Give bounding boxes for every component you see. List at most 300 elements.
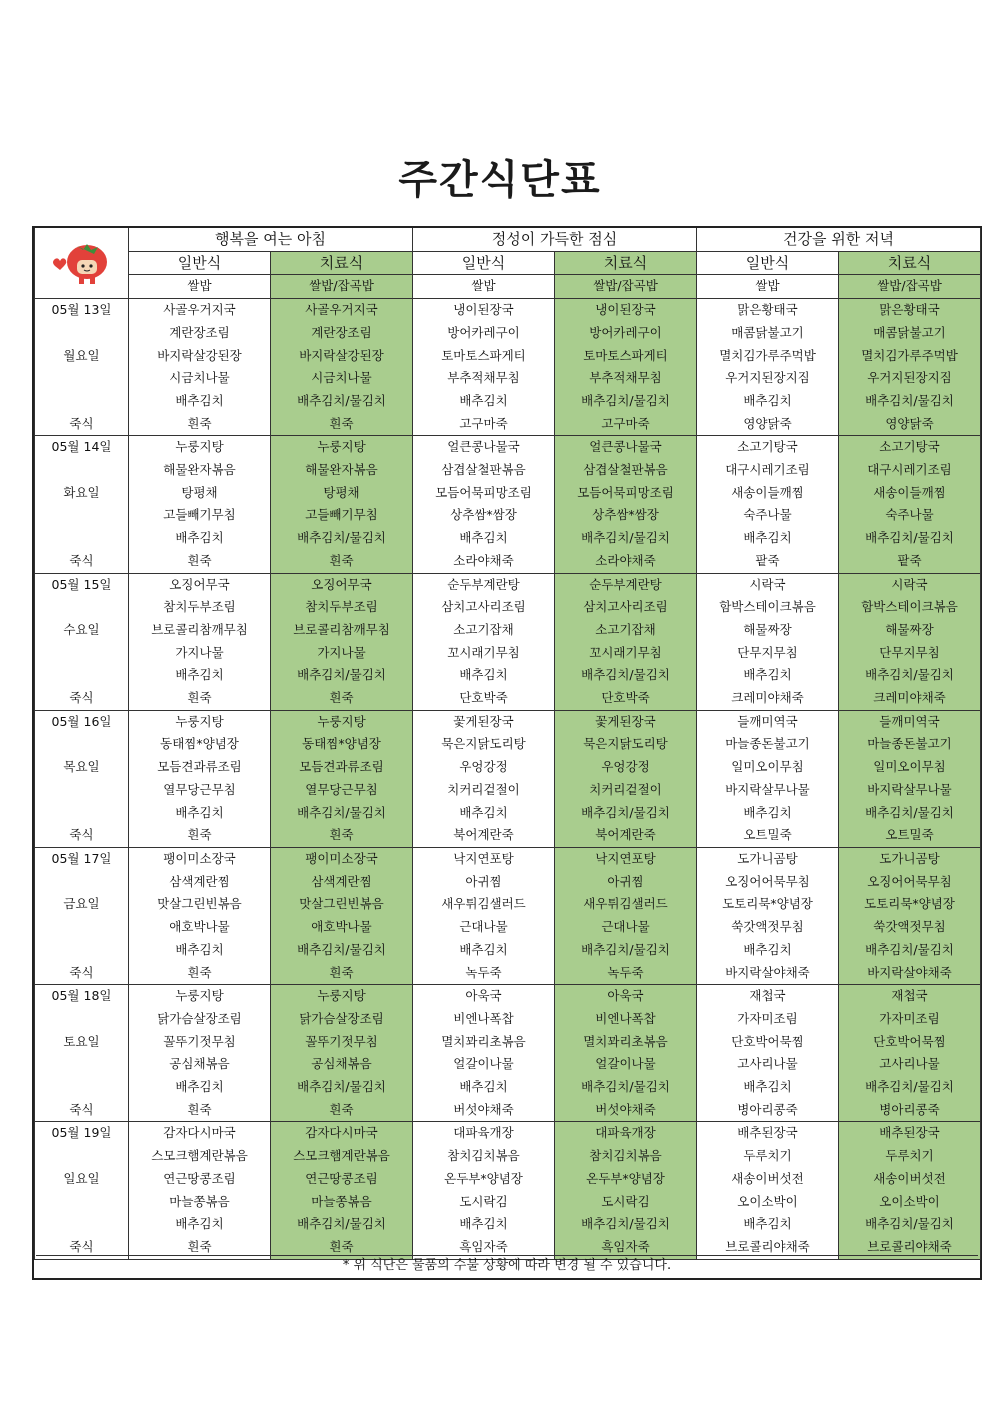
porridge-label: 죽식 <box>35 413 129 436</box>
menu-item: 우엉강정 <box>555 756 697 779</box>
table-row <box>35 299 981 322</box>
menu-item: 새우튀김샐러드 <box>413 893 555 916</box>
day-label-blank <box>35 1191 129 1214</box>
menu-item: 숙주나물 <box>839 504 981 527</box>
menu-item: 멸치꽈리초볶음 <box>555 1031 697 1054</box>
menu-item: 꽃게된장국 <box>555 710 697 733</box>
menu-item: 흰죽 <box>271 1099 413 1122</box>
day-weekday: 수요일 <box>35 619 129 642</box>
menu-item: 아욱국 <box>413 985 555 1008</box>
menu-item: 누룽지탕 <box>129 436 271 459</box>
menu-item: 바지락살강된장 <box>271 345 413 368</box>
table-row <box>35 871 981 894</box>
menu-item: 새송이버섯전 <box>839 1168 981 1191</box>
menu-item: 도가니곰탕 <box>697 847 839 870</box>
menu-item: 시락국 <box>839 573 981 596</box>
menu-item: 도토리묵*양념장 <box>697 893 839 916</box>
menu-item: 치커리겉절이 <box>555 779 697 802</box>
menu-item: 삼색계란찜 <box>129 871 271 894</box>
menu-item: 흑임자죽 <box>555 1236 697 1259</box>
menu-item: 배추김치/물김치 <box>271 527 413 550</box>
table-row <box>35 1099 981 1122</box>
table-row <box>35 1191 981 1214</box>
menu-item: 흰죽 <box>129 413 271 436</box>
menu-item: 스모크햄계란볶음 <box>271 1145 413 1168</box>
table-row <box>35 596 981 619</box>
day-weekday: 화요일 <box>35 482 129 505</box>
table-row <box>35 390 981 413</box>
menu-item: 브로콜리야채죽 <box>697 1236 839 1259</box>
menu-item: 배추김치/물김치 <box>271 1076 413 1099</box>
menu-item: 단호박어묵찜 <box>697 1031 839 1054</box>
rice-cell: 쌀밥/잡곡밥 <box>271 275 413 299</box>
menu-item: 대파육개장 <box>413 1122 555 1145</box>
menu-item: 함박스테이크볶음 <box>697 596 839 619</box>
menu-item: 멸치김가루주먹밥 <box>839 345 981 368</box>
menu-item: 동태찜*양념장 <box>129 733 271 756</box>
menu-item: 크레미야채죽 <box>839 687 981 710</box>
day-date: 05월 18일 <box>35 985 129 1008</box>
day-label-blank <box>35 390 129 413</box>
menu-item: 공심채볶음 <box>271 1053 413 1076</box>
menu-item: 배추김치 <box>413 1213 555 1236</box>
menu-item: 닭가슴살장조림 <box>129 1008 271 1031</box>
menu-item: 모듬어묵피망조림 <box>413 482 555 505</box>
menu-item: 멸치꽈리초볶음 <box>413 1031 555 1054</box>
menu-item: 열무당근무침 <box>271 779 413 802</box>
porridge-label: 죽식 <box>35 1099 129 1122</box>
menu-item: 흰죽 <box>129 550 271 573</box>
menu-item: 배추김치/물김치 <box>271 390 413 413</box>
menu-item: 모듬어묵피망조림 <box>555 482 697 505</box>
table-row <box>35 1031 981 1054</box>
menu-item: 맑은황태국 <box>697 299 839 322</box>
type-header: 치료식 <box>271 251 413 275</box>
table-row <box>35 619 981 642</box>
menu-item: 얼갈이나물 <box>413 1053 555 1076</box>
menu-item: 고사리나물 <box>697 1053 839 1076</box>
menu-item: 계란장조림 <box>271 322 413 345</box>
meal-header-breakfast: 행복을 여는 아침 <box>129 228 413 251</box>
menu-item: 새송이들깨찜 <box>839 482 981 505</box>
menu-item: 두루치기 <box>839 1145 981 1168</box>
menu-item: 흰죽 <box>129 1099 271 1122</box>
menu-item: 배추김치 <box>697 939 839 962</box>
day-label-blank <box>35 779 129 802</box>
menu-item: 들깨미역국 <box>697 710 839 733</box>
day-label-blank <box>35 733 129 756</box>
day-label-blank <box>35 939 129 962</box>
menu-item: 낙지연포탕 <box>413 847 555 870</box>
menu-item: 소고기잡채 <box>413 619 555 642</box>
porridge-label: 죽식 <box>35 550 129 573</box>
day-date: 05월 19일 <box>35 1122 129 1145</box>
menu-item: 도시락김 <box>555 1191 697 1214</box>
menu-item: 사골우거지국 <box>271 299 413 322</box>
menu-item: 바지락살야채죽 <box>697 962 839 985</box>
table-row <box>35 779 981 802</box>
menu-item: 녹두죽 <box>555 962 697 985</box>
table-row <box>35 1213 981 1236</box>
menu-item: 해물짜장 <box>697 619 839 642</box>
day-label-blank <box>35 916 129 939</box>
menu-item: 스모크햄계란볶음 <box>129 1145 271 1168</box>
menu-item: 일미오이무침 <box>697 756 839 779</box>
menu-item: 마늘종돈불고기 <box>839 733 981 756</box>
menu-item: 북어계란죽 <box>555 824 697 847</box>
menu-item: 냉이된장국 <box>413 299 555 322</box>
menu-item: 배추김치/물김치 <box>839 802 981 825</box>
day-date: 05월 15일 <box>35 573 129 596</box>
menu-item: 배추김치/물김치 <box>271 1213 413 1236</box>
table-row <box>35 573 981 596</box>
menu-item: 탕평채 <box>271 482 413 505</box>
day-label-blank <box>35 1213 129 1236</box>
day-label-blank <box>35 1145 129 1168</box>
menu-item: 맛살그린빈볶음 <box>271 893 413 916</box>
menu-item: 배추김치 <box>129 939 271 962</box>
day-label-blank <box>35 596 129 619</box>
menu-item: 얼큰콩나물국 <box>555 436 697 459</box>
menu-item: 순두부계란탕 <box>555 573 697 596</box>
menu-item: 오트밀죽 <box>839 824 981 847</box>
menu-item: 쑥갓액젓무침 <box>839 916 981 939</box>
table-row <box>35 367 981 390</box>
table-row <box>35 322 981 345</box>
menu-item: 삼치고사리조림 <box>555 596 697 619</box>
day-label-blank <box>35 459 129 482</box>
menu-item: 배추김치 <box>697 390 839 413</box>
menu-item: 꽃게된장국 <box>413 710 555 733</box>
menu-item: 흰죽 <box>129 687 271 710</box>
menu-item: 병아리콩죽 <box>839 1099 981 1122</box>
menu-item: 가지나물 <box>271 642 413 665</box>
menu-item: 우거지된장지짐 <box>839 367 981 390</box>
menu-item: 새송이버섯전 <box>697 1168 839 1191</box>
table-row <box>35 527 981 550</box>
menu-item: 꼬시래기무침 <box>413 642 555 665</box>
menu-item: 고구마죽 <box>413 413 555 436</box>
day-weekday: 일요일 <box>35 1168 129 1191</box>
menu-item: 도토리묵*양념장 <box>839 893 981 916</box>
menu-item: 대파육개장 <box>555 1122 697 1145</box>
menu-item: 냉이된장국 <box>555 299 697 322</box>
menu-item: 마늘종돈불고기 <box>697 733 839 756</box>
menu-item: 고사리나물 <box>839 1053 981 1076</box>
type-header: 일반식 <box>413 251 555 275</box>
menu-item: 도가니곰탕 <box>839 847 981 870</box>
menu-item: 우거지된장지짐 <box>697 367 839 390</box>
menu-item: 팽이미소장국 <box>271 847 413 870</box>
logo-cell <box>35 228 129 299</box>
menu-item: 시금치나물 <box>271 367 413 390</box>
menu-item: 우엉강정 <box>413 756 555 779</box>
menu-item: 흰죽 <box>271 550 413 573</box>
menu-sheet <box>32 226 982 1280</box>
menu-item: 배추김치 <box>129 1076 271 1099</box>
table-row <box>35 847 981 870</box>
menu-item: 멸치김가루주먹밥 <box>697 345 839 368</box>
menu-item: 배추김치 <box>697 802 839 825</box>
menu-item: 온두부*양념장 <box>555 1168 697 1191</box>
table-row <box>35 413 981 436</box>
menu-item: 맑은황태국 <box>839 299 981 322</box>
menu-item: 배추김치/물김치 <box>555 527 697 550</box>
day-label-blank <box>35 1008 129 1031</box>
day-label-blank <box>35 871 129 894</box>
menu-item: 흰죽 <box>129 824 271 847</box>
type-header: 치료식 <box>555 251 697 275</box>
menu-item: 오징어어묵무침 <box>697 871 839 894</box>
menu-item: 배추김치 <box>413 390 555 413</box>
rice-cell: 쌀밥 <box>697 275 839 299</box>
table-row <box>35 345 981 368</box>
rice-cell: 쌀밥 <box>413 275 555 299</box>
menu-item: 아욱국 <box>555 985 697 1008</box>
menu-item: 흰죽 <box>271 687 413 710</box>
table-row <box>35 482 981 505</box>
tomato-mascot-icon <box>49 236 113 288</box>
menu-item: 가자미조림 <box>839 1008 981 1031</box>
menu-item: 감자다시마국 <box>271 1122 413 1145</box>
menu-item: 흰죽 <box>129 962 271 985</box>
menu-item: 배추김치 <box>129 1213 271 1236</box>
table-row <box>35 1008 981 1031</box>
menu-item: 시락국 <box>697 573 839 596</box>
menu-item: 토마토스파게티 <box>555 345 697 368</box>
menu-item: 배추김치 <box>697 664 839 687</box>
menu-item: 배추김치 <box>413 527 555 550</box>
menu-item: 열무당근무침 <box>129 779 271 802</box>
day-date: 05월 17일 <box>35 847 129 870</box>
day-label-blank <box>35 1076 129 1099</box>
rice-cell: 쌀밥 <box>129 275 271 299</box>
porridge-label: 죽식 <box>35 1236 129 1259</box>
menu-item: 근대나물 <box>413 916 555 939</box>
menu-item: 소고기탕국 <box>839 436 981 459</box>
menu-item: 배추된장국 <box>839 1122 981 1145</box>
menu-item: 배추김치 <box>697 527 839 550</box>
menu-item: 배추김치/물김치 <box>839 527 981 550</box>
menu-item: 바지락살무나물 <box>697 779 839 802</box>
porridge-label: 죽식 <box>35 687 129 710</box>
menu-item: 두루치기 <box>697 1145 839 1168</box>
menu-item: 공심채볶음 <box>129 1053 271 1076</box>
day-label-blank <box>35 642 129 665</box>
menu-item: 배추김치/물김치 <box>555 1213 697 1236</box>
menu-item: 영양닭죽 <box>697 413 839 436</box>
menu-item: 아귀찜 <box>555 871 697 894</box>
menu-item: 고들빼기무침 <box>129 504 271 527</box>
menu-item: 오이소박이 <box>697 1191 839 1214</box>
menu-item: 흑임자죽 <box>413 1236 555 1259</box>
menu-item: 흰죽 <box>271 413 413 436</box>
menu-item: 온두부*양념장 <box>413 1168 555 1191</box>
menu-item: 배추김치/물김치 <box>555 802 697 825</box>
menu-item: 녹두죽 <box>413 962 555 985</box>
table-row <box>35 664 981 687</box>
table-row <box>35 916 981 939</box>
menu-item: 해물완자볶음 <box>271 459 413 482</box>
menu-item: 대구시레기조림 <box>839 459 981 482</box>
day-label-blank <box>35 664 129 687</box>
table-row <box>35 824 981 847</box>
menu-item: 모듬견과류조림 <box>271 756 413 779</box>
type-header: 일반식 <box>697 251 839 275</box>
menu-item: 팥죽 <box>697 550 839 573</box>
menu-item: 버섯야채죽 <box>555 1099 697 1122</box>
table-row <box>35 1168 981 1191</box>
day-weekday: 금요일 <box>35 893 129 916</box>
table-row <box>35 710 981 733</box>
table-row <box>35 642 981 665</box>
menu-item: 비엔나폭찹 <box>413 1008 555 1031</box>
menu-item: 소고기잡채 <box>555 619 697 642</box>
menu-item: 배추김치 <box>413 664 555 687</box>
menu-item: 누룽지탕 <box>271 710 413 733</box>
menu-item: 누룽지탕 <box>129 710 271 733</box>
menu-item: 새우튀김샐러드 <box>555 893 697 916</box>
day-label-blank <box>35 322 129 345</box>
menu-item: 고들빼기무침 <box>271 504 413 527</box>
menu-item: 새송이들깨찜 <box>697 482 839 505</box>
menu-item: 버섯야채죽 <box>413 1099 555 1122</box>
table-row <box>35 1145 981 1168</box>
menu-item: 재첩국 <box>839 985 981 1008</box>
menu-item: 바지락살야채죽 <box>839 962 981 985</box>
menu-item: 시금치나물 <box>129 367 271 390</box>
menu-item: 묵은지닭도리탕 <box>413 733 555 756</box>
menu-item: 일미오이무침 <box>839 756 981 779</box>
menu-item: 배추김치 <box>413 802 555 825</box>
menu-item: 삼색계란찜 <box>271 871 413 894</box>
table-row <box>35 962 981 985</box>
menu-item: 가지나물 <box>129 642 271 665</box>
menu-item: 삼치고사리조림 <box>413 596 555 619</box>
porridge-label: 죽식 <box>35 824 129 847</box>
menu-item: 쑥갓액젓무침 <box>697 916 839 939</box>
menu-item: 맛살그린빈볶음 <box>129 893 271 916</box>
day-weekday: 목요일 <box>35 756 129 779</box>
menu-item: 배추김치/물김치 <box>555 939 697 962</box>
menu-item: 치커리겉절이 <box>413 779 555 802</box>
menu-item: 매콤닭불고기 <box>839 322 981 345</box>
table-row <box>35 687 981 710</box>
rice-cell: 쌀밥/잡곡밥 <box>555 275 697 299</box>
menu-item: 배추김치/물김치 <box>839 1076 981 1099</box>
menu-item: 소라야채죽 <box>555 550 697 573</box>
footer-note: * 위 식단은 물품의 수불 상황에 따라 변경 될 수 있습니다. <box>36 1255 978 1276</box>
menu-item: 배추김치/물김치 <box>271 939 413 962</box>
menu-item: 낙지연포탕 <box>555 847 697 870</box>
menu-item: 계란장조림 <box>129 322 271 345</box>
table-row <box>35 985 981 1008</box>
menu-item: 소고기탕국 <box>697 436 839 459</box>
menu-item: 참치두부조림 <box>271 596 413 619</box>
menu-item: 대구시레기조림 <box>697 459 839 482</box>
menu-body <box>35 299 981 1260</box>
menu-item: 병아리콩죽 <box>697 1099 839 1122</box>
menu-item: 마늘쫑볶음 <box>129 1191 271 1214</box>
menu-item: 배추김치/물김치 <box>271 802 413 825</box>
menu-item: 배추김치 <box>413 939 555 962</box>
menu-item: 오징어어묵무침 <box>839 871 981 894</box>
meal-header-lunch: 정성이 가득한 점심 <box>413 228 697 251</box>
table-row <box>35 1053 981 1076</box>
menu-item: 얼갈이나물 <box>555 1053 697 1076</box>
menu-item: 동태찜*양념장 <box>271 733 413 756</box>
day-weekday: 월요일 <box>35 345 129 368</box>
menu-item: 숙주나물 <box>697 504 839 527</box>
menu-item: 참치김치볶음 <box>555 1145 697 1168</box>
menu-item: 해물짜장 <box>839 619 981 642</box>
menu-item: 영양닭죽 <box>839 413 981 436</box>
menu-item: 탕평채 <box>129 482 271 505</box>
menu-item: 브로콜리야채죽 <box>839 1236 981 1259</box>
menu-item: 배추김치 <box>129 527 271 550</box>
menu-item: 재첩국 <box>697 985 839 1008</box>
menu-item: 브로콜리참깨무침 <box>129 619 271 642</box>
menu-item: 아귀찜 <box>413 871 555 894</box>
menu-item: 배추김치 <box>697 1213 839 1236</box>
table-row <box>35 1076 981 1099</box>
table-row <box>35 802 981 825</box>
menu-item: 꼬시래기무침 <box>555 642 697 665</box>
menu-item: 배추김치/물김치 <box>555 390 697 413</box>
menu-item: 모듬견과류조림 <box>129 756 271 779</box>
menu-item: 배추김치/물김치 <box>839 939 981 962</box>
menu-item: 감자다시마국 <box>129 1122 271 1145</box>
menu-item: 배추김치 <box>413 1076 555 1099</box>
day-date: 05월 13일 <box>35 299 129 322</box>
menu-item: 흰죽 <box>271 824 413 847</box>
menu-item: 누룽지탕 <box>129 985 271 1008</box>
menu-item: 부추적채무침 <box>413 367 555 390</box>
menu-item: 누룽지탕 <box>271 985 413 1008</box>
day-date: 05월 16일 <box>35 710 129 733</box>
table-row <box>35 893 981 916</box>
menu-item: 단호박어묵찜 <box>839 1031 981 1054</box>
table-row <box>35 504 981 527</box>
menu-item: 가자미조림 <box>697 1008 839 1031</box>
table-row <box>35 733 981 756</box>
menu-item: 상추쌈*쌈장 <box>555 504 697 527</box>
menu-item: 참치두부조림 <box>129 596 271 619</box>
menu-item: 흰죽 <box>129 1236 271 1259</box>
day-date: 05월 14일 <box>35 436 129 459</box>
menu-item: 순두부계란탕 <box>413 573 555 596</box>
menu-item: 배추김치/물김치 <box>555 664 697 687</box>
menu-item: 방어카레구이 <box>413 322 555 345</box>
menu-table <box>34 228 981 1260</box>
menu-item: 배추된장국 <box>697 1122 839 1145</box>
menu-item: 브로콜리참깨무침 <box>271 619 413 642</box>
table-row <box>35 436 981 459</box>
menu-item: 배추김치 <box>129 664 271 687</box>
menu-item: 애호박나물 <box>271 916 413 939</box>
day-weekday: 토요일 <box>35 1031 129 1054</box>
menu-item: 소라야채죽 <box>413 550 555 573</box>
menu-item: 오트밀죽 <box>697 824 839 847</box>
table-row <box>35 459 981 482</box>
menu-item: 닭가슴살장조림 <box>271 1008 413 1031</box>
menu-item: 연근땅콩조림 <box>271 1168 413 1191</box>
menu-item: 팥죽 <box>839 550 981 573</box>
menu-item: 오징어무국 <box>271 573 413 596</box>
menu-item: 배추김치/물김치 <box>271 664 413 687</box>
menu-item: 북어계란죽 <box>413 824 555 847</box>
menu-item: 팽이미소장국 <box>129 847 271 870</box>
